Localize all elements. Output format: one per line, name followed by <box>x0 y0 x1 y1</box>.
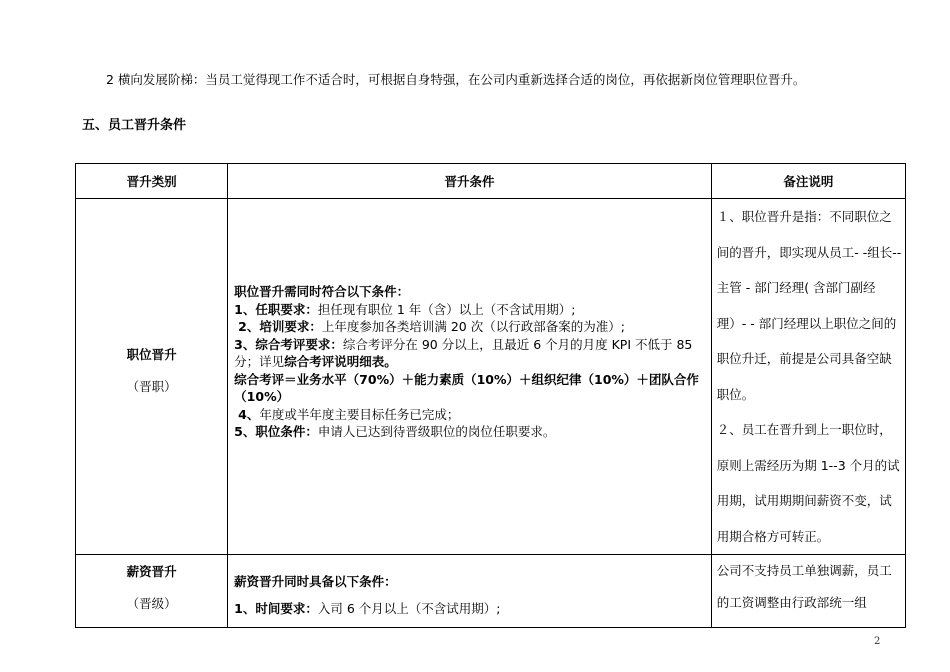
category-subtitle: （晋级） <box>126 596 177 611</box>
condition-line: 3、综合考评要求：综合考评分在 90 分以上，且最近 6 个月的月度 KPI 不低于 85 分；详见综合考评说明细表。 <box>234 336 693 369</box>
condition-line: 4、年度或半年度主要目标任务已完成； <box>238 406 460 422</box>
promotion-table <box>75 163 906 628</box>
table-row <box>76 199 906 555</box>
condition-line: 2、培训要求：上年度参加各类培训满 20 次（以行政部备案的为准）; <box>238 319 625 334</box>
intro-paragraph: 2 横向发展阶梯：当员工觉得现工作不适合时，可根据自身特强，在公司内重新选择合适的岗位，再依据新岗位管理职位晋升。 <box>106 72 806 87</box>
category-subtitle: （晋职） <box>126 379 177 394</box>
table-row <box>76 555 906 628</box>
condition-line: 职位晋升需同时符合以下条件： <box>234 284 410 299</box>
conditions-cell <box>228 199 712 555</box>
condition-line: 1、时间要求：入司 6 个月以上（不含试用期）; <box>234 601 501 616</box>
note-paragraph: 公司不支持员工单独调薪，员工的工资调整由行政部统一组 <box>716 563 892 610</box>
header-category: 晋升类别 <box>76 164 228 199</box>
category-cell <box>76 555 228 628</box>
section-title: 五、员工晋升条件 <box>82 118 187 133</box>
notes-cell <box>711 199 905 555</box>
notes-cell <box>711 555 905 628</box>
header-conditions: 晋升条件 <box>228 164 712 199</box>
category-cell <box>76 199 228 555</box>
condition-line: 5、职位条件：申请人已达到待晋级职位的岗位任职要求。 <box>234 424 556 439</box>
header-notes: 备注说明 <box>711 164 905 199</box>
condition-line: 薪资晋升同时具备以下条件： <box>234 574 397 589</box>
note-paragraph: ２、员工在晋升到上一职位时，原则上需经历为期 1--3 个月的试用期，试用期期间薪资不变，试用期合格方可转正。 <box>716 422 900 544</box>
condition-line: 1、任职要求：担任现有职位 1 年（含）以上（不含试用期）; <box>234 301 576 317</box>
conditions-cell <box>228 555 712 628</box>
note-paragraph: １、职位晋升是指：不同职位之间的晋升，即实现从员工- -组长--主管 - 部门经理( 含部门副经理）- - 部门经理以上职位之间的职位升迁，前提是公司具备空缺职位。 <box>716 209 902 402</box>
condition-line: 综合考评＝业务水平（70%）＋能力素质（10%）＋组织纪律（10%）＋团队合作（10%） <box>234 371 699 404</box>
category-title: 薪资晋升 <box>126 564 177 579</box>
page-number: 2 <box>874 636 881 647</box>
table-header-row <box>76 164 906 199</box>
category-title: 职位晋升 <box>126 347 177 362</box>
